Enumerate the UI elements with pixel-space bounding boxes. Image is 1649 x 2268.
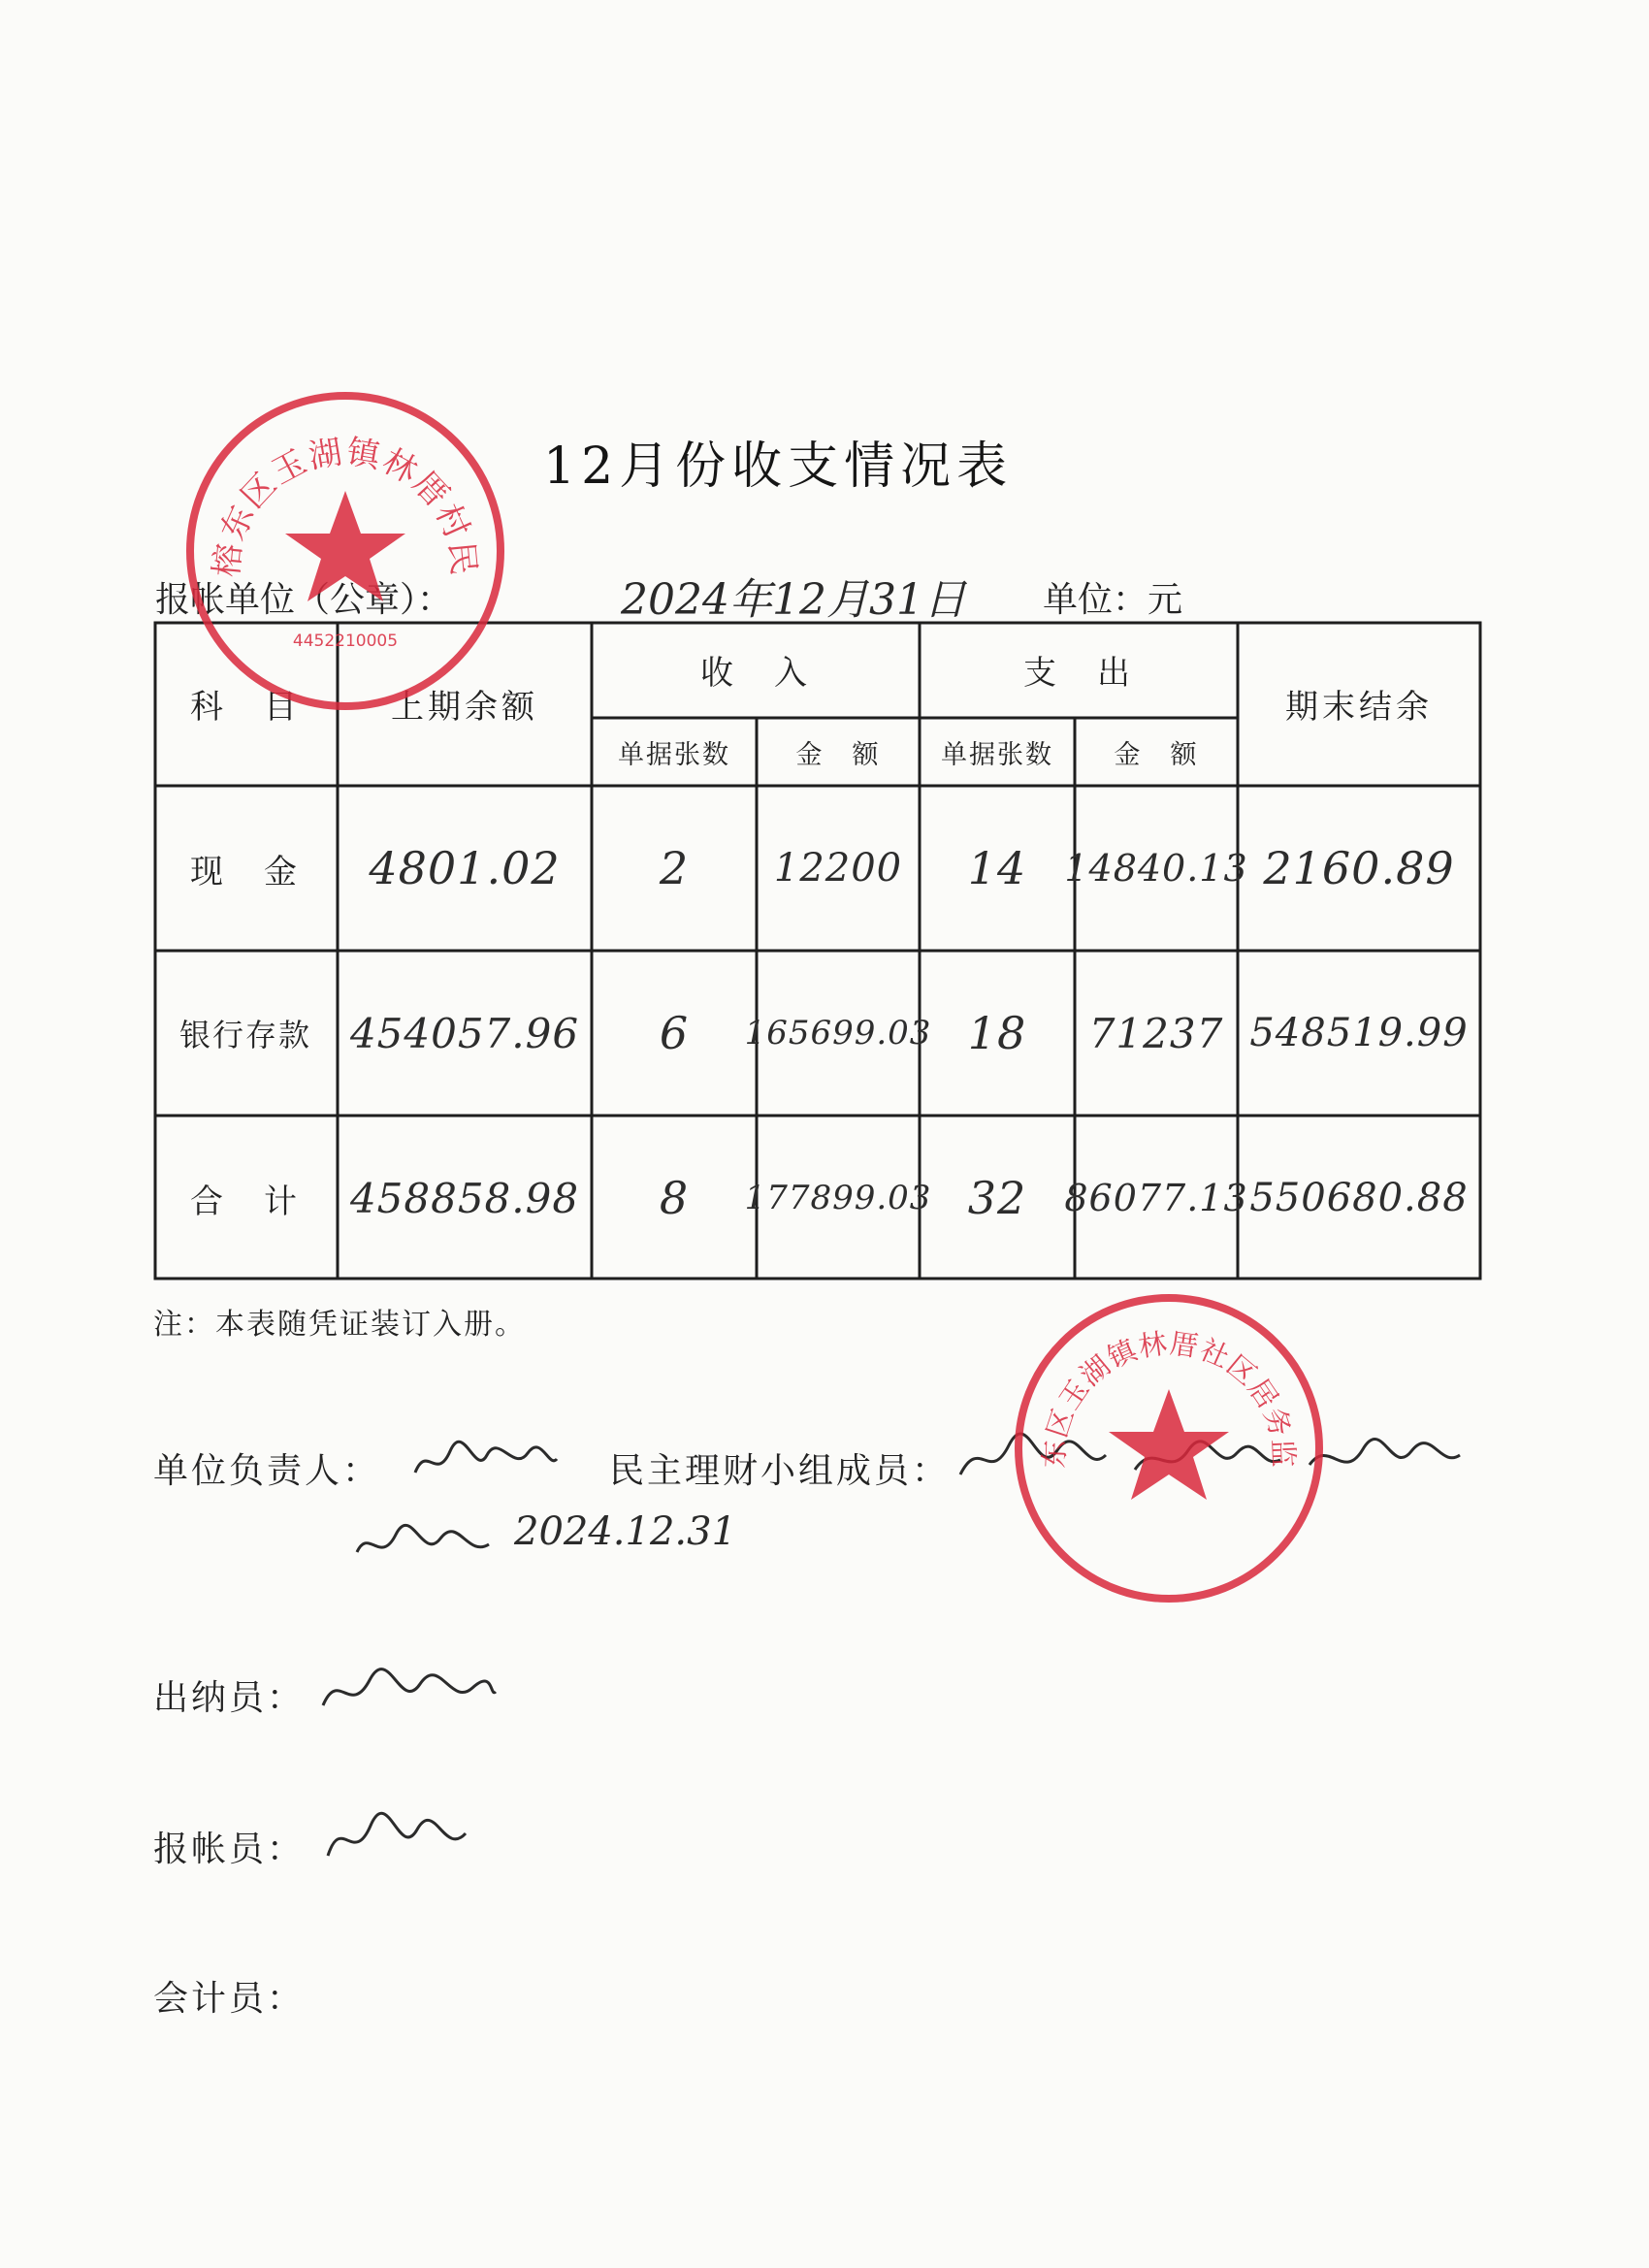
row-bank-income-receipts: 6 xyxy=(659,1007,690,1059)
unit-head-label: 单位负责人： xyxy=(153,1451,381,1491)
header-income: 收 入 xyxy=(700,653,811,693)
row-total-ending: 550680.88 xyxy=(1249,1176,1469,1220)
header-ending-balance: 期末结余 xyxy=(1285,687,1433,727)
row-total-income-receipts: 8 xyxy=(659,1172,690,1224)
handwritten-signature-icon xyxy=(320,1802,475,1880)
row-bank-expense-amount: 71237 xyxy=(1088,1009,1224,1057)
row-cash-ending: 2160.89 xyxy=(1263,842,1455,894)
row-total-income-amount: 177899.03 xyxy=(744,1179,932,1217)
cashier-label: 出纳员： xyxy=(153,1678,306,1718)
header-subject: 科 目 xyxy=(190,687,301,727)
row-total-label: 合 计 xyxy=(190,1182,301,1221)
row-cash-previous: 4801.02 xyxy=(369,842,561,894)
header-previous-balance: 上期余额 xyxy=(391,687,538,727)
reimburser-signature xyxy=(320,1802,475,1891)
row-total-expense-receipts: 32 xyxy=(967,1172,1027,1224)
handwritten-signature-icon xyxy=(351,1515,497,1573)
header-expense: 支 出 xyxy=(1023,653,1134,693)
unit-head-sign-extra xyxy=(351,1515,497,1584)
row-bank-expense-receipts: 18 xyxy=(967,1007,1027,1059)
row-bank-ending: 548519.99 xyxy=(1249,1011,1469,1055)
binding-note: 注：本表随凭证装订入册。 xyxy=(153,1308,526,1342)
row-cash-income-receipts: 2 xyxy=(659,842,690,894)
row-total-expense-amount: 86077.13 xyxy=(1064,1177,1248,1219)
header-income-receipts: 单据张数 xyxy=(618,739,730,770)
official-seal-icon xyxy=(180,386,510,716)
sign-date: 2024.12.31 xyxy=(514,1509,737,1554)
row-bank-label: 银行存款 xyxy=(178,1017,311,1053)
document-title: 12月份收支情况表 xyxy=(543,437,1014,496)
finance-group-label: 民主理财小组成员： xyxy=(609,1451,951,1491)
stamp1-code: 4452210005 xyxy=(292,632,399,651)
reimburser-label: 报帐员： xyxy=(153,1830,306,1869)
unit-head-signature xyxy=(407,1434,563,1503)
stamp1-text: 榕东区玉湖镇林厝村民 xyxy=(207,432,484,579)
row-total-previous: 458858.98 xyxy=(349,1174,580,1222)
header-income-amount: 金 额 xyxy=(795,739,881,770)
handwritten-signature-icon xyxy=(315,1659,500,1727)
supervisory-committee-stamp xyxy=(1009,1288,1329,1612)
official-seal-icon xyxy=(1009,1288,1329,1608)
handwritten-signature-icon xyxy=(407,1434,563,1492)
village-committee-stamp xyxy=(180,386,510,720)
row-cash-income-amount: 12200 xyxy=(773,846,903,891)
cashier-signature xyxy=(315,1659,500,1737)
stamp2-text: 东区玉湖镇林厝社区居务监 xyxy=(1037,1326,1301,1470)
row-bank-income-amount: 165699.03 xyxy=(744,1014,932,1053)
income-expense-table xyxy=(153,621,1482,1280)
header-expense-receipts: 单据张数 xyxy=(941,739,1053,770)
row-cash-label: 现 金 xyxy=(190,852,301,891)
currency-unit: 单位：元 xyxy=(1043,580,1183,620)
row-cash-expense-amount: 14840.13 xyxy=(1064,847,1248,890)
reporting-unit-label: 报帐单位（公章）： xyxy=(155,580,453,620)
header-expense-amount: 金 额 xyxy=(1114,739,1199,770)
row-bank-previous: 454057.96 xyxy=(349,1009,580,1057)
report-date: 2024年12月31日 xyxy=(621,575,966,625)
row-cash-expense-receipts: 14 xyxy=(967,842,1027,894)
accountant-label: 会计员： xyxy=(153,1979,306,2019)
